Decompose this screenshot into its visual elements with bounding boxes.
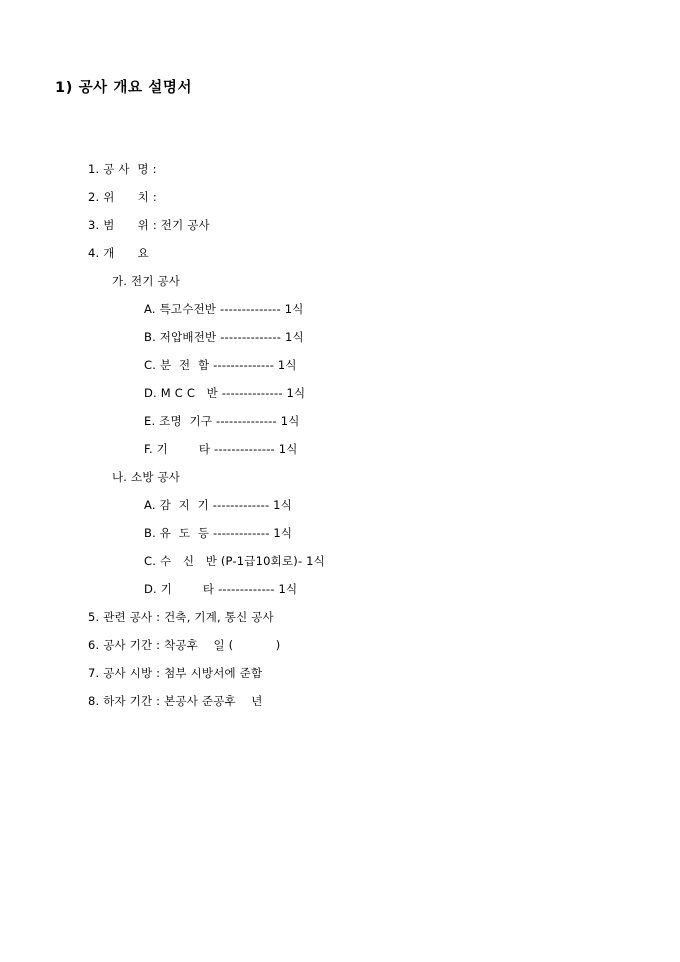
- doc-line: B. 유 도 등 ------------- 1식: [144, 526, 293, 540]
- document-body: [0, 155, 680, 715]
- doc-line: 1. 공 사 명 :: [88, 162, 157, 176]
- doc-line: D. M C C 반 -------------- 1식: [144, 386, 306, 400]
- doc-line: 가. 전기 공사: [112, 274, 181, 288]
- doc-line: 8. 하자 기간 : 본공사 준공후 년: [88, 694, 263, 708]
- doc-line: E. 조명 기구 -------------- 1식: [144, 414, 300, 428]
- doc-line: 4. 개 요: [88, 246, 149, 260]
- doc-line: D. 기 타 ------------- 1식: [144, 582, 298, 596]
- doc-line: 5. 관련 공사 : 건축, 기계, 통신 공사: [88, 610, 274, 624]
- page-title: 1) 공사 개요 설명서: [55, 80, 193, 96]
- doc-line: F. 기 타 -------------- 1식: [144, 442, 298, 456]
- doc-line: 6. 공사 기간 : 착공후 일 ( ): [88, 638, 281, 652]
- doc-line: C. 분 전 함 -------------- 1식: [144, 358, 297, 372]
- doc-line: 7. 공사 시방 : 첨부 시방서에 준함: [88, 666, 263, 680]
- doc-line: C. 수 신 반 (P-1급10회로)- 1식: [144, 554, 325, 568]
- doc-line: 2. 위 치 :: [88, 190, 157, 204]
- doc-line: B. 저압배전반 -------------- 1식: [144, 330, 304, 344]
- doc-line: 나. 소방 공사: [112, 470, 181, 484]
- doc-line: A. 감 지 기 ------------- 1식: [144, 498, 293, 512]
- doc-line: A. 특고수전반 -------------- 1식: [144, 302, 304, 316]
- doc-line: 3. 범 위 : 전기 공사: [88, 218, 210, 232]
